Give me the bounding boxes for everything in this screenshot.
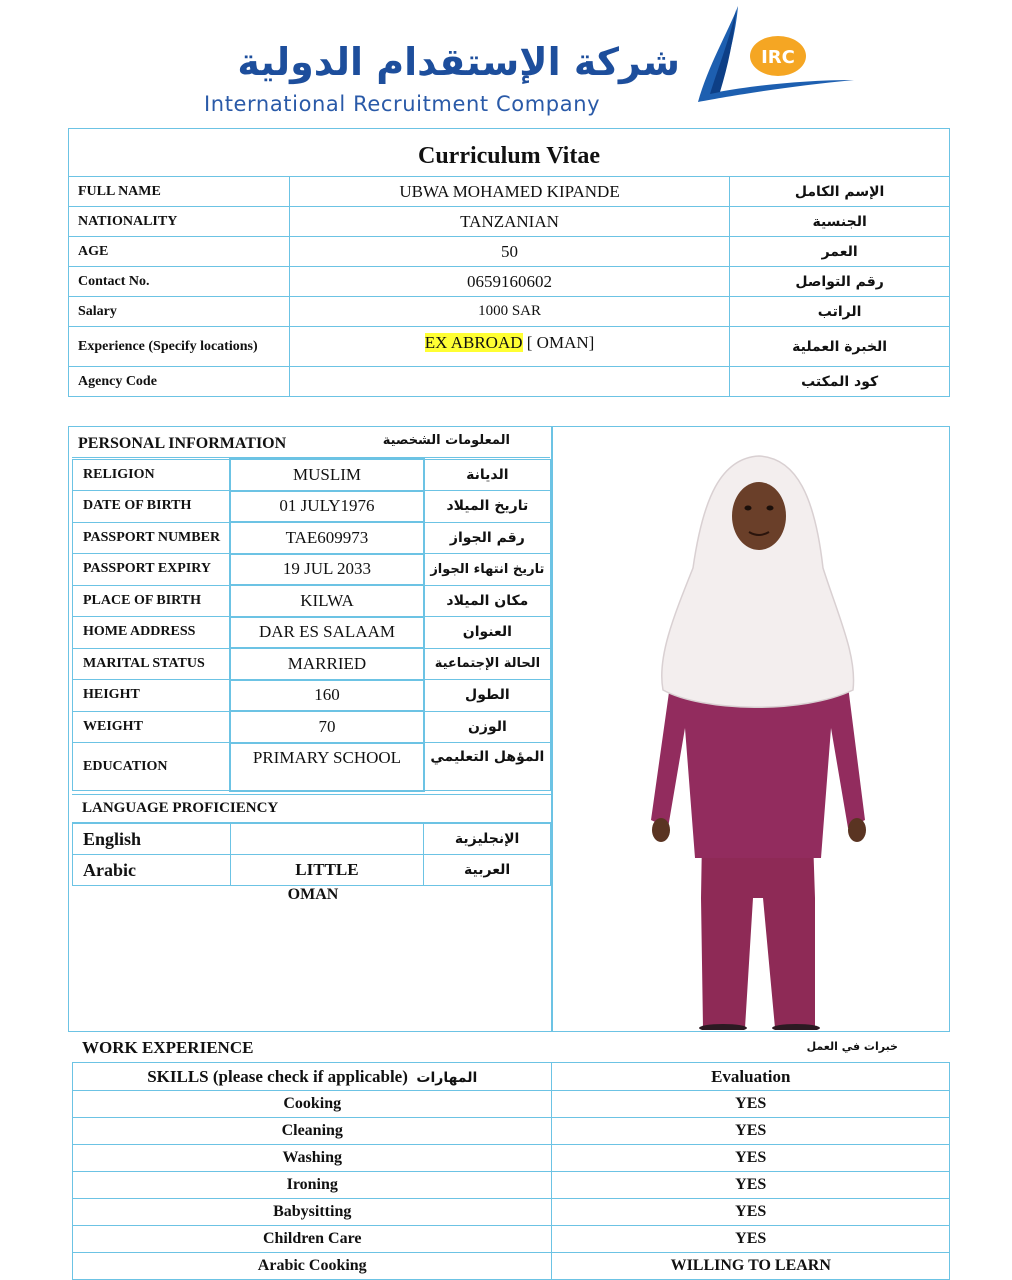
weight-value: 70	[230, 711, 424, 743]
section-title: PERSONAL INFORMATION	[78, 435, 287, 452]
evaluation-column-header: Evaluation	[552, 1063, 950, 1091]
table-row	[69, 367, 950, 397]
field-label: Agency Code	[69, 367, 290, 397]
skill-evaluation: YES	[552, 1118, 950, 1145]
logo-mark: IRC	[761, 47, 795, 68]
company-name-arabic: شركة الإستقدام الدولية	[237, 40, 680, 84]
field-label: RELIGION	[73, 459, 231, 491]
field-label-arabic: الإسم الكامل	[730, 177, 950, 207]
skill-evaluation: YES	[552, 1145, 950, 1172]
field-label: Salary	[69, 297, 290, 327]
passport-expiry-value: 19 JUL 2033	[230, 554, 424, 586]
field-label-arabic: تاريخ انتهاء الجواز	[424, 554, 551, 586]
table-row	[69, 237, 950, 267]
skill-name: Children Care	[73, 1226, 552, 1253]
table-row	[73, 1118, 950, 1145]
field-label-arabic: الوزن	[424, 711, 551, 743]
table-row	[73, 522, 551, 554]
table-row	[73, 1091, 950, 1118]
table-header-row	[73, 1063, 950, 1091]
field-label: MARITAL STATUS	[73, 648, 231, 680]
field-label: PLACE OF BIRTH	[73, 585, 231, 617]
swoosh-logo-icon	[690, 2, 860, 114]
field-label-arabic: كود المكتب	[730, 367, 950, 397]
language-label-arabic: العربية	[424, 855, 551, 886]
table-row	[73, 855, 551, 886]
birthplace-value: KILWA	[230, 585, 424, 617]
arabic-level-value: LITTLE	[230, 855, 424, 886]
field-label-arabic: الخبرة العملية	[730, 327, 950, 367]
field-label: DATE OF BIRTH	[73, 491, 231, 523]
skill-evaluation: YES	[552, 1226, 950, 1253]
table-row	[69, 177, 950, 207]
experience-value	[289, 327, 729, 367]
religion-value: MUSLIM	[230, 459, 424, 491]
section-title-arabic: المعلومات الشخصية	[382, 433, 510, 448]
table-row	[73, 680, 551, 712]
skills-header-label: SKILLS (please check if applicable)	[147, 1066, 408, 1086]
field-label-arabic: رقم التواصل	[730, 267, 950, 297]
language-label: English	[73, 824, 231, 855]
height-value: 160	[230, 680, 424, 712]
field-label: HOME ADDRESS	[73, 617, 231, 649]
table-row	[73, 648, 551, 680]
field-label-arabic: الطول	[424, 680, 551, 712]
language-table	[72, 823, 551, 886]
field-label-arabic: تاريخ الميلاد	[424, 491, 551, 523]
skill-name: Cleaning	[73, 1118, 552, 1145]
table-row	[73, 1226, 950, 1253]
experience-location: [ OMAN]	[522, 333, 595, 352]
section-title: WORK EXPERIENCE	[82, 1038, 254, 1057]
personal-info-table	[72, 458, 551, 792]
table-row	[69, 207, 950, 237]
page-title: Curriculum Vitae	[69, 129, 950, 177]
skill-name: Washing	[73, 1145, 552, 1172]
marital-status-value: MARRIED	[230, 648, 424, 680]
field-label-arabic: المؤهل التعليمي	[424, 743, 551, 791]
skills-column-header	[73, 1063, 552, 1091]
salary-value: 1000 SAR	[289, 297, 729, 327]
passport-number-value: TAE609973	[230, 522, 424, 554]
field-label-arabic: الراتب	[730, 297, 950, 327]
table-row	[73, 1253, 950, 1280]
skill-name: Cooking	[73, 1091, 552, 1118]
skill-evaluation: YES	[552, 1199, 950, 1226]
work-experience-header	[72, 1034, 950, 1062]
field-label-arabic: رقم الجواز	[424, 522, 551, 554]
field-label: Experience (Specify locations)	[69, 327, 290, 367]
table-row	[73, 1172, 950, 1199]
skills-table	[72, 1062, 950, 1280]
english-level-value	[230, 824, 424, 855]
experience-country-note: OMAN	[287, 886, 339, 903]
table-row	[73, 554, 551, 586]
table-row	[73, 711, 551, 743]
field-label: FULL NAME	[69, 177, 290, 207]
skill-evaluation: WILLING TO LEARN	[552, 1253, 950, 1280]
skill-name: Arabic Cooking	[73, 1253, 552, 1280]
field-label: AGE	[69, 237, 290, 267]
full-name-value: UBWA MOHAMED KIPANDE	[289, 177, 729, 207]
table-row	[73, 585, 551, 617]
table-row	[73, 743, 551, 791]
field-label: EDUCATION	[73, 743, 231, 791]
contact-value: 0659160602	[289, 267, 729, 297]
field-label-arabic: مكان الميلاد	[424, 585, 551, 617]
language-proficiency-header	[72, 794, 551, 823]
language-label: Arabic	[73, 855, 231, 886]
language-label-arabic: الإنجليزية	[424, 824, 551, 855]
age-value: 50	[289, 237, 729, 267]
table-row	[73, 459, 551, 491]
skill-evaluation: YES	[552, 1172, 950, 1199]
table-row	[69, 297, 950, 327]
skills-header-arabic: المهارات	[416, 1069, 478, 1086]
skill-name: Babysitting	[73, 1199, 552, 1226]
education-value: PRIMARY SCHOOL	[230, 743, 424, 791]
candidate-photo	[553, 428, 948, 1030]
table-row	[69, 267, 950, 297]
field-label-arabic: الحالة الإجتماعية	[424, 648, 551, 680]
table-row	[73, 1199, 950, 1226]
field-label-arabic: العنوان	[424, 617, 551, 649]
cv-summary-table	[68, 128, 950, 397]
agency-code-value	[289, 367, 729, 397]
experience-highlight: EX ABROAD	[424, 333, 523, 352]
nationality-value: TANZANIAN	[289, 207, 729, 237]
field-label: WEIGHT	[73, 711, 231, 743]
personal-info-header	[72, 430, 550, 458]
field-label: Contact No.	[69, 267, 290, 297]
field-label: NATIONALITY	[69, 207, 290, 237]
table-row	[69, 327, 950, 367]
address-value: DAR ES SALAAM	[230, 617, 424, 649]
field-label: HEIGHT	[73, 680, 231, 712]
section-title-arabic: خبرات في العمل	[806, 1040, 898, 1053]
field-label: PASSPORT NUMBER	[73, 522, 231, 554]
skill-evaluation: YES	[552, 1091, 950, 1118]
skill-name: Ironing	[73, 1172, 552, 1199]
dob-value: 01 JULY1976	[230, 491, 424, 523]
company-name-english: International Recruitment Company	[204, 92, 601, 116]
field-label-arabic: الجنسية	[730, 207, 950, 237]
field-label: PASSPORT EXPIRY	[73, 554, 231, 586]
table-row	[73, 1145, 950, 1172]
table-row	[73, 617, 551, 649]
section-title: LANGUAGE PROFICIENCY	[82, 800, 279, 816]
field-label-arabic: العمر	[730, 237, 950, 267]
table-row	[73, 491, 551, 523]
field-label-arabic: الديانة	[424, 459, 551, 491]
table-row	[73, 824, 551, 855]
